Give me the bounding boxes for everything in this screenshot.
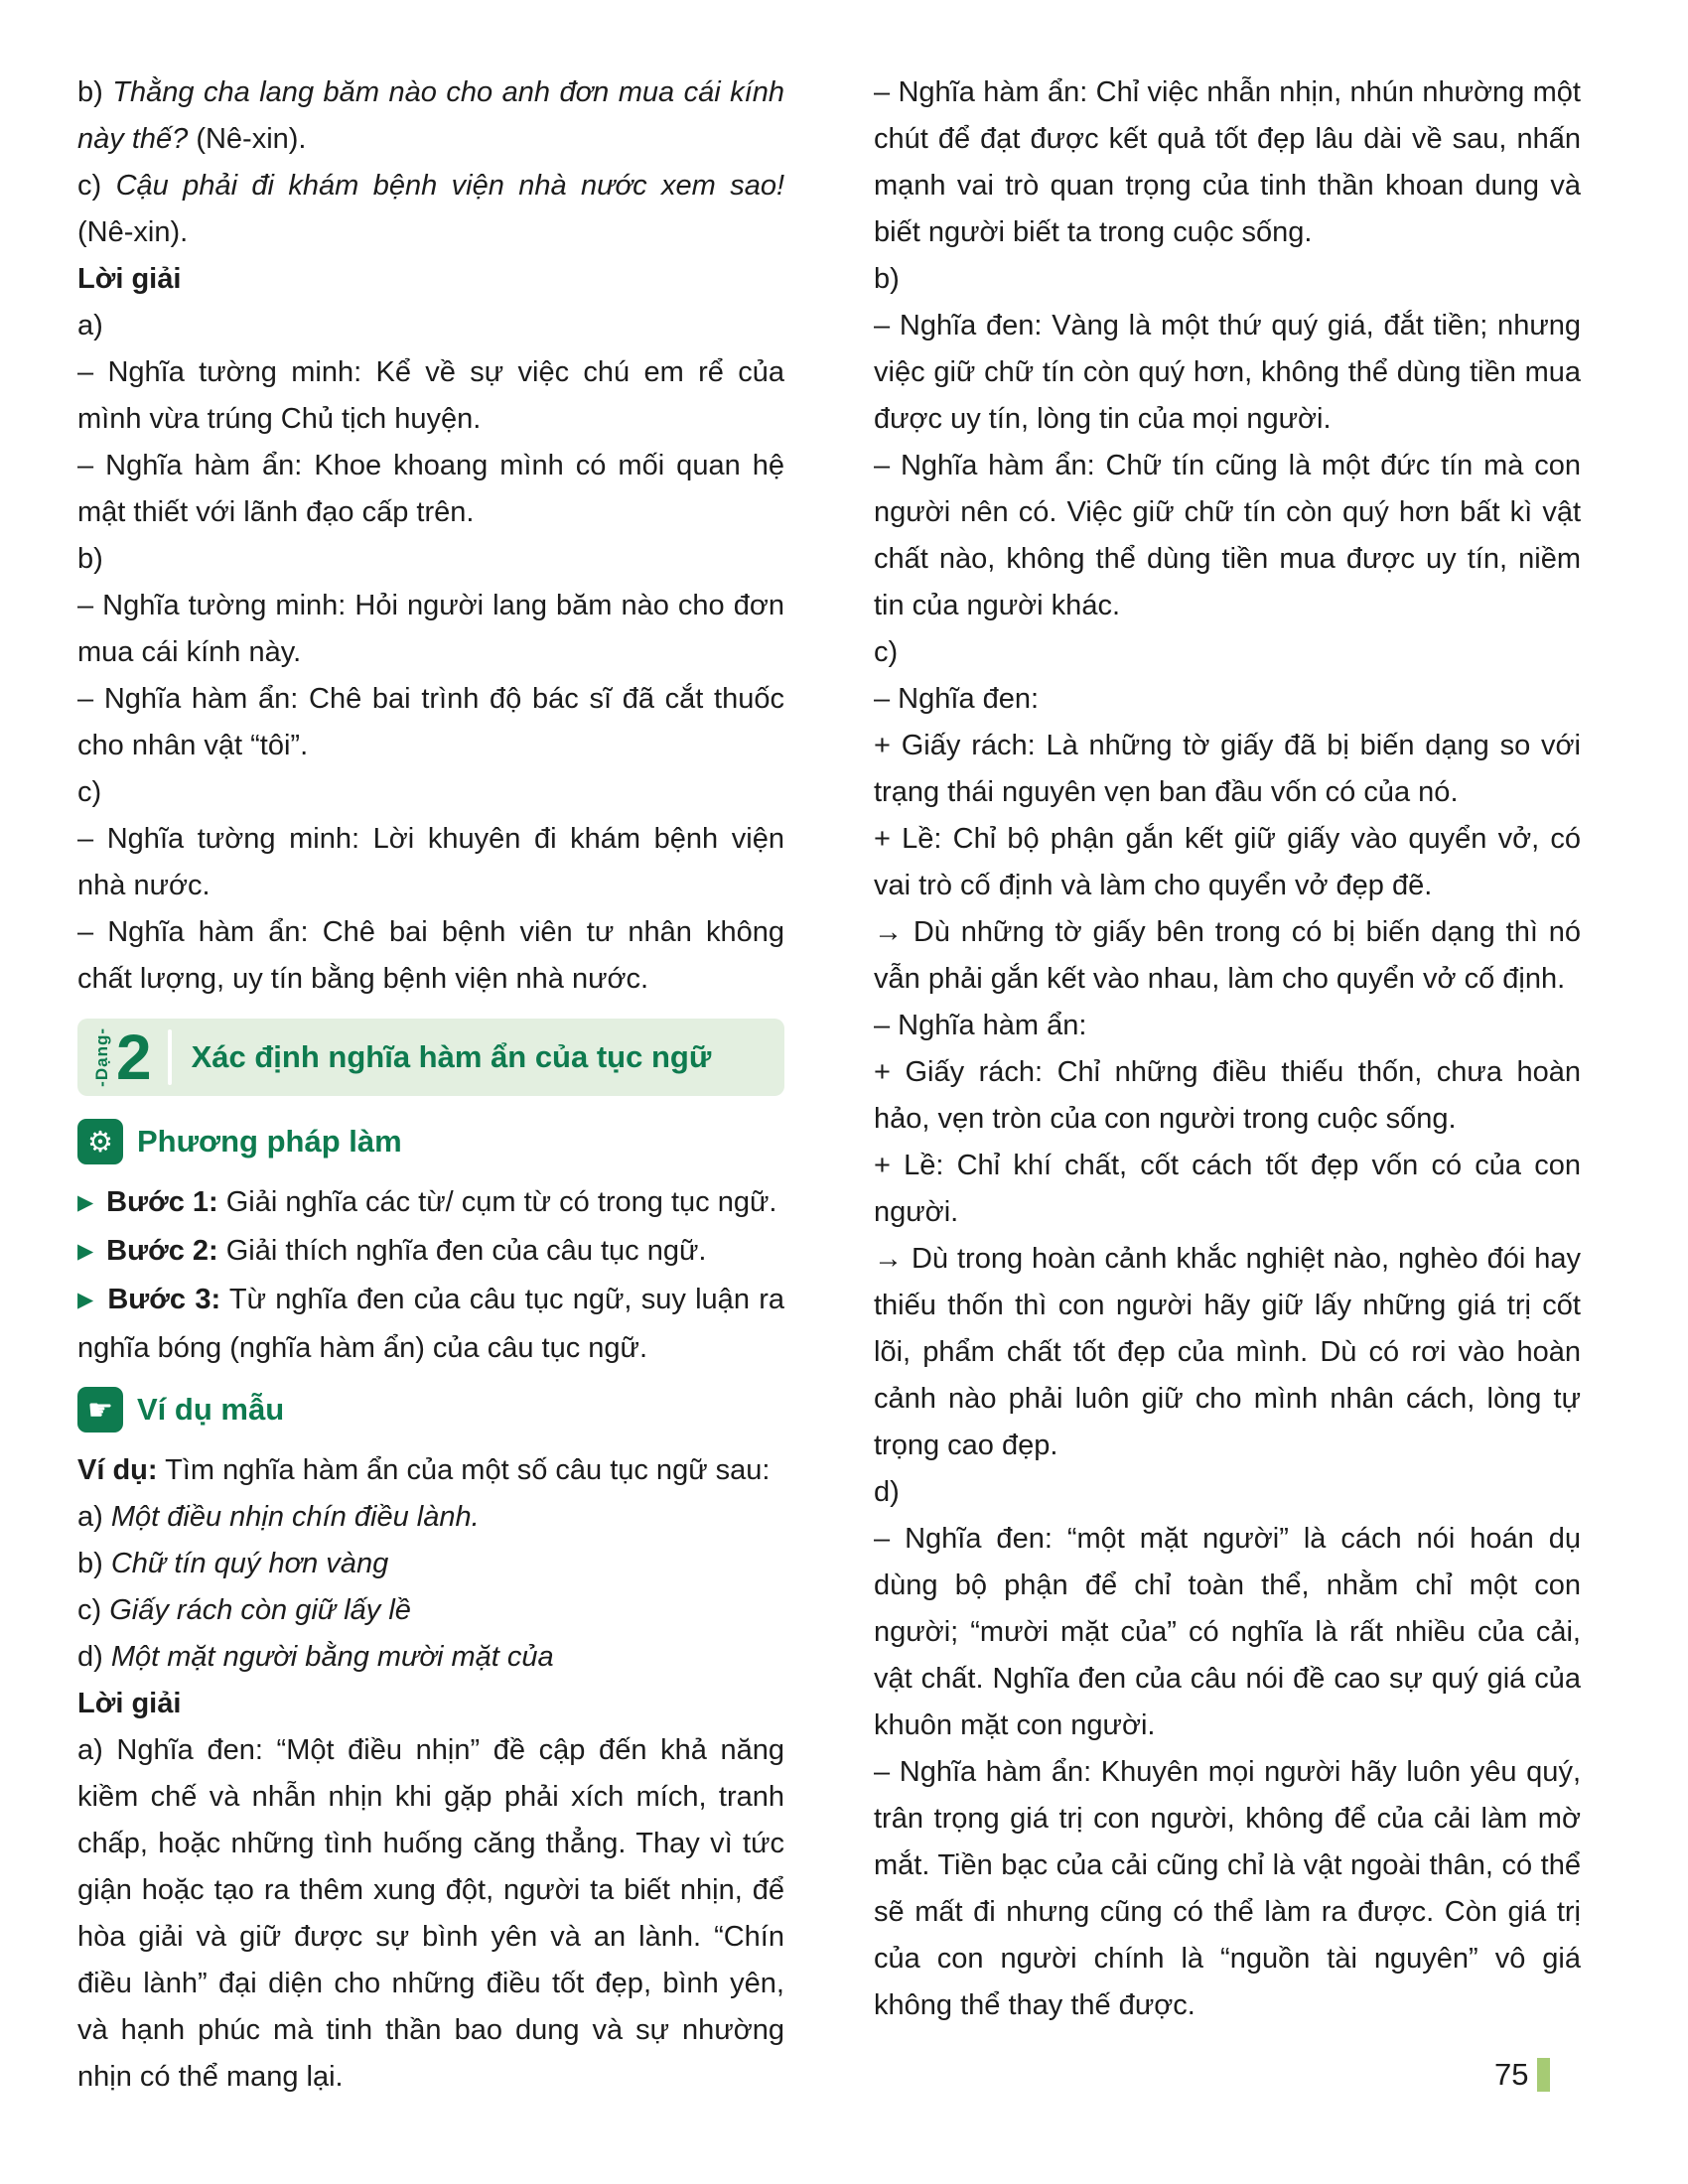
page-marker-bar (1537, 2058, 1550, 2092)
step-text: Giải thích nghĩa đen của câu tục ngữ. (217, 1235, 707, 1267)
answer-line: – Nghĩa hàm ẩn: Chê bai bệnh viên tư nhân không chất lượng, uy tín bằng bệnh viện nhà nước. (77, 916, 784, 995)
answer-line: – Nghĩa đen: Vàng là một thứ quý giá, đắt tiền; nhưng việc giữ chữ tín còn quý hơn, không thể dùng tiền mua được uy tín, lòng tin của mọi người. (874, 310, 1581, 435)
quote-item-c (77, 163, 784, 256)
solution-heading: Lời giải (77, 1688, 182, 1719)
proverb-item (77, 1541, 784, 1587)
right-column (874, 69, 1581, 2029)
proverb-label: d) (77, 1641, 111, 1673)
answer-line: b) (77, 543, 103, 575)
answer-line: – Nghĩa hàm ẩn: Chỉ việc nhẫn nhịn, nhún nhường một chút để đạt được kết quả tốt đẹp lâu dài về sau, nhấn mạnh vai trò quan trọng của tinh thần khoan dung và biết người biết ta trong cuộc sống. (874, 76, 1581, 248)
proverb-item (77, 1587, 784, 1634)
method-heading-title: Phương pháp làm (137, 1124, 402, 1159)
proverb-text: Giấy rách còn giữ lấy lề (109, 1594, 411, 1626)
step-label: Bước 2: (106, 1235, 218, 1267)
example-heading-title: Ví dụ mẫu (137, 1392, 285, 1427)
example-prompt-text: Tìm nghĩa hàm ẩn của một số câu tục ngữ sau: (157, 1454, 771, 1486)
answer-line: c) (874, 636, 899, 668)
section-type-banner (77, 1019, 784, 1096)
answer-line: + Giấy rách: Là những tờ giấy đã bị biến dạng so với trạng thái nguyên vẹn ban đầu vốn có của nó. (874, 730, 1581, 808)
proverb-label: b) (77, 1548, 111, 1579)
answer-line: → Dù những tờ giấy bên trong có bị biến dạng thì nó vẫn phải gắn kết vào nhau, làm cho quyển vở cố định. (874, 916, 1581, 995)
quote-text: Thằng cha lang băm nào cho anh đơn mua cái kính này thế? (77, 76, 784, 155)
triangle-bullet-icon: ▶ (77, 1191, 94, 1214)
answer-line: – Nghĩa tường minh: Kể về sự việc chú em rể của mình vừa trúng Chủ tịch huyện. (77, 356, 784, 435)
answer-line: – Nghĩa hàm ẩn: Khuyên mọi người hãy luôn yêu quý, trân trọng giá trị con người, không để của cải làm mờ mắt. Tiền bạc của cải cũng chỉ là vật ngoài thân, có thể sẽ mất đi nhưng cũng có thể làm ra được. Còn giá trị của con người chính là “nguồn tài nguyên” vô giá không thể thay thế được. (874, 1756, 1581, 2021)
left-column (77, 69, 784, 2101)
answer-line: + Lề: Chỉ khí chất, cốt cách tốt đẹp vốn có của con người. (874, 1150, 1581, 1228)
method-step (77, 1228, 784, 1277)
dang-number: 2 (116, 1022, 152, 1093)
dang-side-label: -Dạng- (92, 1027, 111, 1087)
answer-line: + Giấy rách: Chỉ những điều thiếu thốn, chưa hoàn hảo, vẹn tròn của con người trong cuộc sống. (874, 1056, 1581, 1135)
page-number: 75 (1494, 2057, 1529, 2092)
answer-line: – Nghĩa tường minh: Hỏi người lang băm nào cho đơn mua cái kính này. (77, 590, 784, 668)
proverb-label: a) (77, 1501, 111, 1533)
example-prompt (77, 1447, 784, 1494)
answer-line: c) (77, 776, 102, 808)
proverb-text: Một mặt người bằng mười mặt của (110, 1641, 554, 1673)
proverb-label: c) (77, 1594, 110, 1626)
proverb-item (77, 1634, 784, 1681)
method-step (77, 1277, 784, 1372)
quote-label: c) (77, 170, 116, 202)
example-answer-a: a) Nghĩa đen: “Một điều nhịn” đề cập đến khả năng kiềm chế và nhẫn nhịn khi gặp phải xích mích, tranh chấp, hoặc những tình huống căng thẳng. Thay vì tức giận hoặc tạo ra thêm xung đột, người ta biết nhịn, để hòa giải và giữ được sự bình yên và an lành. “Chín điều lành” đại diện cho những điều tốt đẹp, bình yên, và hạnh phúc mà tinh thần bao dung và sự nhường nhịn có thể mang lại. (77, 1734, 784, 2093)
step-label: Bước 1: (106, 1186, 218, 1218)
proverb-text: Chữ tín quý hơn vàng (110, 1548, 389, 1579)
quote-item-b (77, 69, 784, 163)
answer-line: – Nghĩa hàm ẩn: (874, 1010, 1087, 1041)
answer-line: b) (874, 263, 900, 295)
answer-line: – Nghĩa đen: “một mặt người” là cách nói hoán dụ dùng bộ phận để chỉ toàn thể, nhằm chỉ một con người; “mười mặt của” có nghĩa là rất nhiều của cải, vật chất. Nghĩa đen của câu nói đề cao sự quý giá của khuôn mặt con người. (874, 1523, 1581, 1741)
answer-line: a) (77, 310, 103, 341)
pointing-hand-icon: ☛ (77, 1387, 123, 1433)
answer-line: – Nghĩa hàm ẩn: Chữ tín cũng là một đức tín mà con người nên có. Việc giữ chữ tín còn quý hơn bất kì vật chất nào, không thể dùng tiền mua được uy tín, niềm tin của người khác. (874, 450, 1581, 621)
banner-title: Xác định nghĩa hàm ẩn của tục ngữ (191, 1039, 712, 1074)
answer-line: – Nghĩa đen: (874, 683, 1040, 715)
example-heading (77, 1384, 784, 1435)
step-text: Từ nghĩa đen của câu tục ngữ, suy luận ra nghĩa bóng (nghĩa hàm ẩn) của câu tục ngữ. (77, 1284, 784, 1364)
answer-line: → Dù trong hoàn cảnh khắc nghiệt nào, nghèo đói hay thiếu thốn thì con người hãy giữ lấy những giá trị cốt lõi, phẩm chất tốt đẹp của mình. Dù có rơi vào hoàn cảnh nào phải luôn giữ cho mình nhân cách, lòng tự trọng cao đẹp. (874, 1243, 1581, 1461)
answer-line: – Nghĩa tường minh: Lời khuyên đi khám bệnh viện nhà nước. (77, 823, 784, 901)
answer-line: – Nghĩa hàm ẩn: Chê bai trình độ bác sĩ đã cắt thuốc cho nhân vật “tôi”. (77, 683, 784, 761)
proverb-item (77, 1494, 784, 1541)
answer-line: d) (874, 1476, 900, 1508)
answer-line: + Lề: Chỉ bộ phận gắn kết giữ giấy vào quyển vở, có vai trò cố định và làm cho quyển vở đẹp đẽ. (874, 823, 1581, 901)
quote-cite: (Nê-xin). (188, 123, 307, 155)
example-prompt-label: Ví dụ: (77, 1454, 158, 1486)
method-heading (77, 1116, 784, 1167)
proverb-text: Một điều nhịn chín điều lành. (110, 1501, 480, 1533)
method-step (77, 1179, 784, 1228)
triangle-bullet-icon: ▶ (77, 1289, 95, 1311)
triangle-bullet-icon: ▶ (77, 1240, 94, 1263)
step-text: Giải nghĩa các từ/ cụm từ có trong tục ngữ. (217, 1186, 777, 1218)
step-label: Bước 3: (107, 1284, 221, 1315)
quote-cite: (Nê-xin). (77, 216, 189, 248)
page-footer (1494, 2057, 1550, 2093)
answer-line: – Nghĩa hàm ẩn: Khoe khoang mình có mối quan hệ mật thiết với lãnh đạo cấp trên. (77, 450, 784, 528)
banner-divider (168, 1029, 172, 1085)
solution-heading: Lời giải (77, 263, 182, 295)
quote-label: b) (77, 76, 113, 108)
gear-icon: ⚙ (77, 1119, 123, 1164)
quote-text: Cậu phải đi khám bệnh viện nhà nước xem sao! (115, 170, 785, 202)
